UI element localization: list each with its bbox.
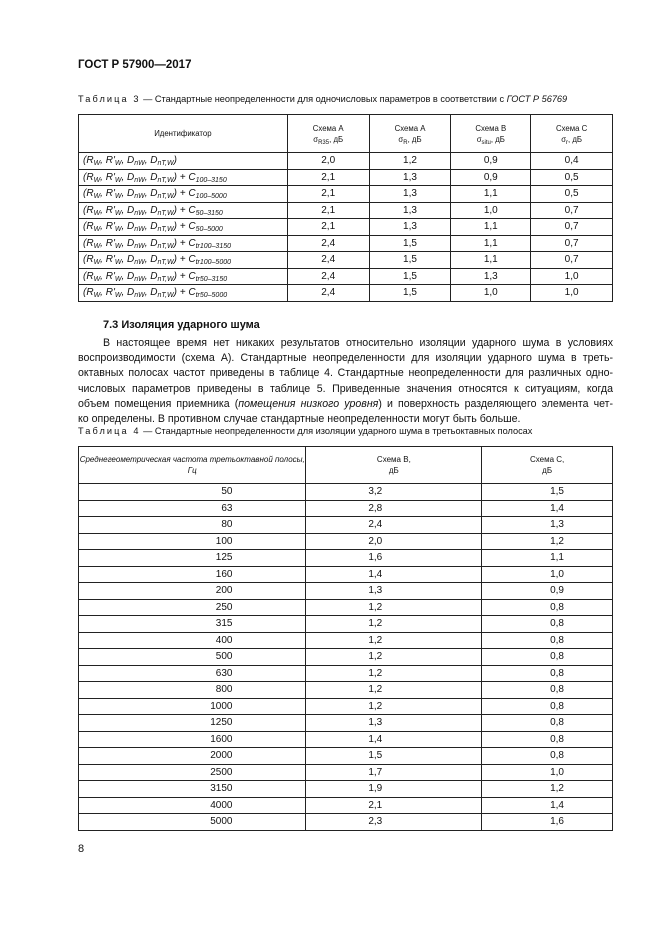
table3-caption-ref: ГОСТ Р 56769 — [506, 94, 568, 104]
table4-caption — [78, 426, 532, 436]
table4-scheme-c-cell: 1,4 — [482, 797, 613, 814]
table4-row — [79, 632, 613, 649]
table3-col-header: Схема A $\sigma_R$, дБ — [369, 115, 451, 153]
table4-frequency-cell: 4000 — [79, 797, 306, 814]
table3-col-identifier: Идентификатор — [79, 115, 288, 153]
table4-row — [79, 599, 613, 616]
table4-scheme-c-cell: 1,0 — [482, 566, 613, 583]
table4-frequency-cell: 400 — [79, 632, 306, 649]
table3-row — [79, 186, 613, 203]
table4-scheme-c-cell: 0,8 — [482, 698, 613, 715]
table3-caption-lead: Таблица 3 — [78, 94, 141, 104]
table3-value-cell: 2,4 — [287, 235, 369, 252]
table3-row — [79, 268, 613, 285]
table4-frequency-cell: 250 — [79, 599, 306, 616]
table4-caption-lead: Таблица 4 — [78, 426, 141, 436]
table4-scheme-b-cell: 1,4 — [306, 566, 482, 583]
table3-value-cell: 0,7 — [531, 252, 613, 269]
table4-scheme-b-cell: 2,3 — [306, 814, 482, 831]
table4-frequency-cell: 1000 — [79, 698, 306, 715]
table4-scheme-b-cell: 1,5 — [306, 748, 482, 765]
table3-value-cell: 0,7 — [531, 235, 613, 252]
table3-value-cell: 2,0 — [287, 153, 369, 170]
table3-value-cell: 0,5 — [531, 186, 613, 203]
table4-row — [79, 731, 613, 748]
table4-frequency-cell: 800 — [79, 682, 306, 699]
table3-value-cell: 1,3 — [369, 186, 451, 203]
table3-row — [79, 235, 613, 252]
table3-value-cell: 1,5 — [369, 235, 451, 252]
table4-col-scheme-c: Схема C, дБ — [482, 447, 613, 484]
table4-frequency-cell: 1600 — [79, 731, 306, 748]
table3-value-cell: 0,7 — [531, 202, 613, 219]
table3-identifier-cell: ($R_W$, $R'_W$, $D_{nW}$, $D_{nT,W}) + C_{100-5000}$ — [79, 186, 288, 203]
table4-scheme-c-cell: 0,8 — [482, 682, 613, 699]
table3-value-cell: 1,3 — [369, 219, 451, 236]
table4-scheme-b-cell: 1,2 — [306, 616, 482, 633]
table4-scheme-c-cell: 1,5 — [482, 484, 613, 501]
table4-frequency-cell: 125 — [79, 550, 306, 567]
table4-frequency-cell: 1250 — [79, 715, 306, 732]
table4-scheme-b-cell: 1,4 — [306, 731, 482, 748]
table4-scheme-c-cell: 1,1 — [482, 550, 613, 567]
table4-scheme-c-cell: 1,6 — [482, 814, 613, 831]
table3-row — [79, 285, 613, 302]
table4-frequency-cell: 5000 — [79, 814, 306, 831]
table4-frequency-cell: 50 — [79, 484, 306, 501]
table4-row — [79, 698, 613, 715]
table3-value-cell: 0,4 — [531, 153, 613, 170]
table4-scheme-b-cell: 1,3 — [306, 715, 482, 732]
table4-scheme-c-cell: 0,8 — [482, 731, 613, 748]
table3-value-cell: 1,1 — [451, 219, 531, 236]
table3-row — [79, 252, 613, 269]
table4-scheme-c-cell: 1,4 — [482, 500, 613, 517]
table4-frequency-cell: 630 — [79, 665, 306, 682]
table3-value-cell: 2,4 — [287, 268, 369, 285]
table3-value-cell: 1,5 — [369, 285, 451, 302]
page-number: 8 — [78, 843, 85, 855]
table3-value-cell: 1,5 — [369, 268, 451, 285]
table4-col-scheme-b: Схема B, дБ — [306, 447, 482, 484]
table3-identifier-cell: ($R_W$, $R'_W$, $D_{nW}$, $D_{nT,W}) + C_{tr100-3150}$ — [79, 235, 288, 252]
table4-row — [79, 484, 613, 501]
table4-frequency-cell: 200 — [79, 583, 306, 600]
table4-frequency-cell: 3150 — [79, 781, 306, 798]
table3-value-cell: 1,0 — [451, 202, 531, 219]
table4-frequency-cell: 2000 — [79, 748, 306, 765]
table3-row — [79, 153, 613, 170]
table4-frequency-cell: 160 — [79, 566, 306, 583]
table3-caption-text: — Стандартные неопределенности для одночисловых параметров в соответствии с — [140, 94, 507, 104]
table4-scheme-c-cell: 0,8 — [482, 665, 613, 682]
table3-identifier-cell: ($R_W$, $R'_W$, $D_{nW}$, $D_{nT,W}) + C_{50-3150}$ — [79, 202, 288, 219]
table3 — [78, 114, 613, 302]
table4-scheme-c-cell: 0,8 — [482, 632, 613, 649]
table3-value-cell: 2,1 — [287, 219, 369, 236]
table3-value-cell: 1,1 — [451, 186, 531, 203]
table4-frequency-cell: 63 — [79, 500, 306, 517]
table3-col-header: Схема C $\sigma_r$, дБ — [531, 115, 613, 153]
table4-row — [79, 748, 613, 765]
table4-frequency-cell: 315 — [79, 616, 306, 633]
table3-value-cell: 0,7 — [531, 219, 613, 236]
table3-value-cell: 1,2 — [369, 153, 451, 170]
table4-header-row — [79, 447, 613, 484]
table4-scheme-c-cell: 0,8 — [482, 649, 613, 666]
table4-row — [79, 616, 613, 633]
table3-value-cell: 1,0 — [531, 268, 613, 285]
paragraph-line: В настоящее время нет никаких результатов относительно изоляции ударного шума в условиях — [103, 337, 613, 349]
table4-row — [79, 781, 613, 798]
table4-scheme-b-cell: 2,1 — [306, 797, 482, 814]
table4-frequency-cell: 100 — [79, 533, 306, 550]
table4-scheme-c-cell: 1,3 — [482, 517, 613, 534]
table4-frequency-cell: 500 — [79, 649, 306, 666]
table4-row — [79, 764, 613, 781]
table4-row — [79, 566, 613, 583]
table4-scheme-c-cell: 0,8 — [482, 616, 613, 633]
table3-value-cell: 2,4 — [287, 285, 369, 302]
table4-scheme-b-cell: 1,9 — [306, 781, 482, 798]
table3-value-cell: 1,3 — [369, 202, 451, 219]
table4-scheme-b-cell: 1,2 — [306, 698, 482, 715]
table4 — [78, 446, 613, 831]
table4-frequency-cell: 80 — [79, 517, 306, 534]
document-id: ГОСТ Р 57900—2017 — [78, 59, 192, 71]
table4-row — [79, 517, 613, 534]
table4-scheme-b-cell: 3,2 — [306, 484, 482, 501]
table3-identifier-cell: ($R_W$, $R'_W$, $D_{nW}$, $D_{nT,W}) + C_{50-5000}$ — [79, 219, 288, 236]
table4-scheme-b-cell: 1,7 — [306, 764, 482, 781]
table3-row — [79, 169, 613, 186]
table3-header-row — [79, 115, 613, 153]
table3-identifier-cell: ($R_W$, $R'_W$, $D_{nW}$, $D_{nT,W}) + C_{tr50-5000}$ — [79, 285, 288, 302]
table3-value-cell: 1,5 — [369, 252, 451, 269]
table3-identifier-cell: ($R_W$, $R'_W$, $D_{nW}$, $D_{nT,W}) + C_{100-3150}$ — [79, 169, 288, 186]
paragraph-line: ко определены. В противном случае стандартные неопределенности могут быть больше. — [78, 413, 521, 426]
table3-value-cell: 2,1 — [287, 169, 369, 186]
table3-value-cell: 0,9 — [451, 153, 531, 170]
table4-scheme-c-cell: 0,8 — [482, 748, 613, 765]
paragraph-line: объем помещения приемника (помещения низкого уровня) и поверхность разделяющего элемента чет- — [78, 397, 614, 410]
table4-scheme-b-cell: 1,2 — [306, 649, 482, 666]
table4-scheme-c-cell: 0,9 — [482, 583, 613, 600]
table4-scheme-b-cell: 1,2 — [306, 632, 482, 649]
table3-value-cell: 1,0 — [531, 285, 613, 302]
table4-row — [79, 550, 613, 567]
table3-value-cell: 1,1 — [451, 235, 531, 252]
table4-row — [79, 649, 613, 666]
paragraph-line: числовых параметров приведены в таблице 5. Приведенные значения относятся к ситуациям, когда — [78, 382, 613, 395]
table4-scheme-b-cell: 1,2 — [306, 599, 482, 616]
table4-scheme-c-cell: 1,2 — [482, 781, 613, 798]
table3-col-header: Схема A $\sigma_{R35}$, дБ — [287, 115, 369, 153]
table3-value-cell: 2,1 — [287, 186, 369, 203]
table3-identifier-cell: ($R_W$, $R'_W$, $D_{nW}$, $D_{nT,W}) + C_{tr50-3150}$ — [79, 268, 288, 285]
table3-col-header: Схема B $\sigma_{situ}$, дБ — [451, 115, 531, 153]
section-paragraph — [78, 336, 613, 427]
table4-scheme-b-cell: 2,0 — [306, 533, 482, 550]
emphasis-text: помещения низкого уровня — [238, 397, 379, 410]
table4-row — [79, 797, 613, 814]
table4-scheme-b-cell: 1,2 — [306, 682, 482, 699]
table4-row — [79, 715, 613, 732]
paragraph-line: октавных полосах частот приведены в таблице 4. Стандартные неопределенности для различных одно- — [78, 367, 613, 380]
table4-scheme-c-cell: 0,8 — [482, 599, 613, 616]
table4-caption-text: — Стандартные неопределенности для изоляции ударного шума в третьоктавных полосах — [140, 426, 533, 436]
table4-scheme-b-cell: 1,3 — [306, 583, 482, 600]
paragraph-line: воспроизводимости (схема А). Стандартные неопределенности для изоляции ударного шума в треть- — [78, 352, 613, 365]
table4-frequency-cell: 2500 — [79, 764, 306, 781]
table4-scheme-b-cell: 1,2 — [306, 665, 482, 682]
table4-scheme-c-cell: 0,8 — [482, 715, 613, 732]
table3-identifier-cell: ($R_W$, $R'_W$, $D_{nW}$, $D_{nT,W}) + C_{tr100-5000}$ — [79, 252, 288, 269]
table3-value-cell: 2,1 — [287, 202, 369, 219]
table3-row — [79, 219, 613, 236]
table4-scheme-c-cell: 1,2 — [482, 533, 613, 550]
table4-scheme-b-cell: 1,6 — [306, 550, 482, 567]
table4-scheme-c-cell: 1,0 — [482, 764, 613, 781]
table4-row — [79, 500, 613, 517]
table4-col-frequency: Среднегеометрическая частота третьоктавной полосы, Гц — [79, 447, 306, 484]
table4-row — [79, 583, 613, 600]
table4-scheme-b-cell: 2,8 — [306, 500, 482, 517]
table3-value-cell: 0,9 — [451, 169, 531, 186]
table3-value-cell: 1,3 — [451, 268, 531, 285]
table4-row — [79, 682, 613, 699]
section-title: 7.3 Изоляция ударного шума — [103, 319, 260, 331]
table3-value-cell: 0,5 — [531, 169, 613, 186]
table4-row — [79, 665, 613, 682]
table3-value-cell: 1,3 — [369, 169, 451, 186]
table4-row — [79, 533, 613, 550]
table3-identifier-cell: ($R_W$, $R'_W$, $D_{nW}$, $D_{nT,W}$) — [79, 153, 288, 170]
table4-scheme-b-cell: 2,4 — [306, 517, 482, 534]
table3-value-cell: 1,1 — [451, 252, 531, 269]
table3-caption — [78, 94, 567, 104]
table3-value-cell: 1,0 — [451, 285, 531, 302]
table3-row — [79, 202, 613, 219]
table3-value-cell: 2,4 — [287, 252, 369, 269]
table4-row — [79, 814, 613, 831]
